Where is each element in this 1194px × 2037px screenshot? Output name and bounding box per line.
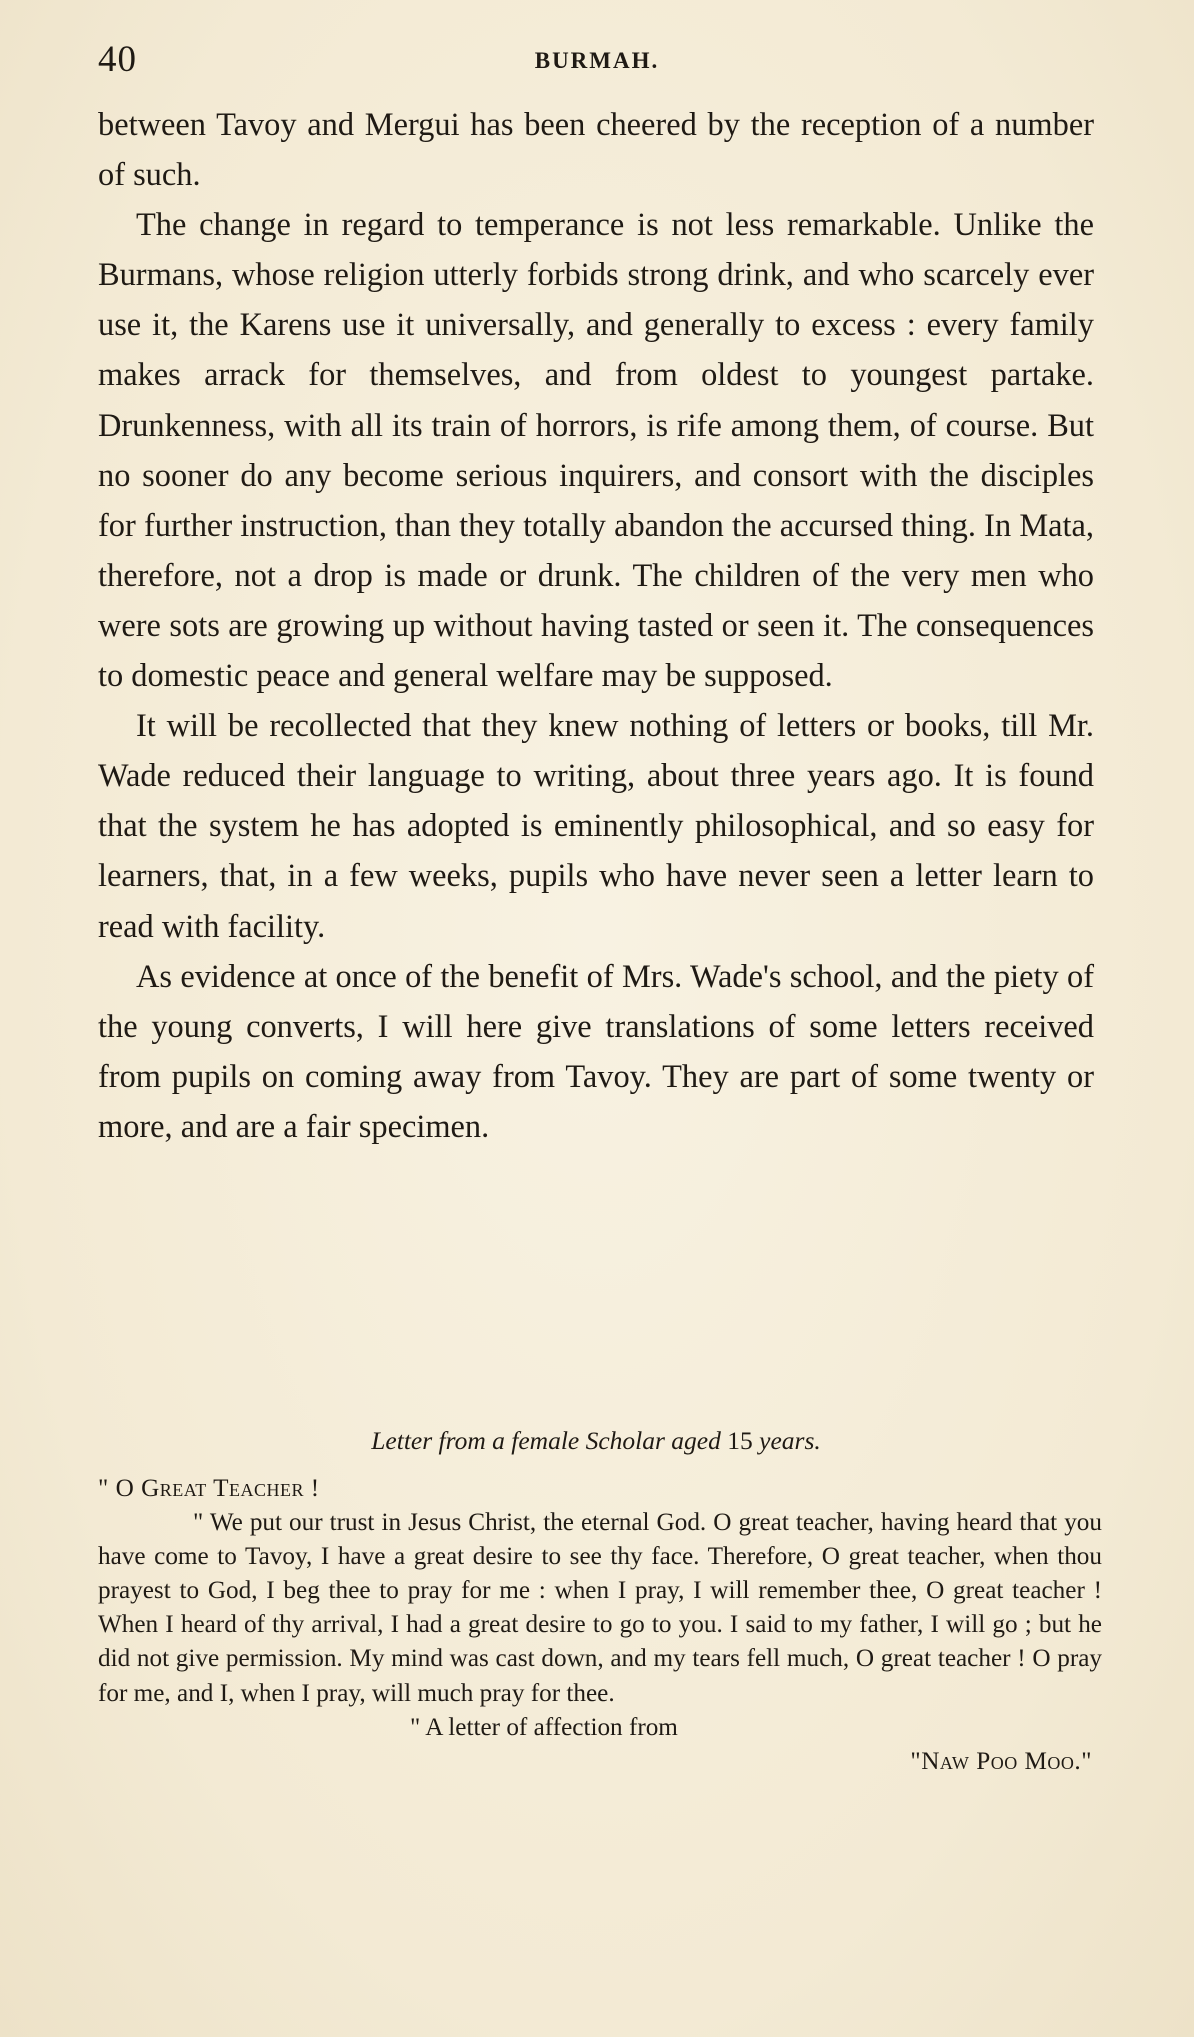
- paragraph-temperance: The change in regard to temperance is not less remarkable. Unlike the Burmans, whose religion utterly forbids strong drink, and who scarcely ever use it, the Karens use it universally, and generally to excess : every family makes arrack for themselves, and from oldest to youngest partake. Drunkenness, with all its train of horrors, is rife among them, of course. But no sooner do any become serious inquirers, and consort with the disciples for further instruction, than they totally abandon the accursed thing. In Mata, therefore, not a drop is made or drunk. The children of the very men who were sots are growing up without having tasted or seen it. The consequences to domestic peace and general welfare may be supposed.: [98, 207, 1094, 695]
- letter-caption: [98, 1426, 1094, 1456]
- paragraph-continued: between Tavoy and Mergui has been cheered by the reception of a number of such.: [98, 107, 1094, 194]
- paragraph-evidence: As evidence at once of the benefit of Mrs. Wade's school, and the piety of the young converts, I will here give translations of some letters received from pupils on coming away from Tavoy. They are part of some twenty or more, and are a fair specimen.: [98, 958, 1094, 1145]
- letter-caption-age: 15: [727, 1426, 753, 1455]
- body-text: [98, 100, 1094, 1152]
- paragraph-letters: It will be recollected that they knew nothing of letters or books, till Mr. Wade reduced their language to writing, about three years ago. It is found that the system he has adopted is eminently philosophical, and so easy for learners, that, in a few weeks, pupils who have never seen a letter learn to read with facility.: [98, 708, 1094, 945]
- letter-body: " We put our trust in Jesus Christ, the eternal God. O great teacher, having heard that you have come to Tavoy, I have a great desire to see thy face. Therefore, O great teacher, when thou prayest to God, I beg thee to pray for me : when I pray, I will remember thee, O great teacher ! When I heard of thy arrival, I had a great desire to go to you. I said to my father, I will go ; but he did not give permission. My mind was cast down, and my tears fell much, O great teacher ! O pray for me, and I, when I pray, will much pray for thee.: [98, 1509, 1102, 1707]
- letter-closing: " A letter of affection from: [410, 1713, 678, 1741]
- page-header: [98, 38, 1096, 88]
- running-head: BURMAH.: [534, 48, 660, 73]
- letter-salutation: " O Great Teacher !: [98, 1475, 320, 1502]
- letter-caption-years: years.: [759, 1426, 821, 1455]
- letter-signature: "Naw Poo Moo.": [910, 1747, 1092, 1775]
- letter-caption-text: Letter from a female Scholar aged: [371, 1426, 721, 1455]
- page-number: 40: [98, 39, 137, 80]
- letter-block: [98, 1472, 1102, 1779]
